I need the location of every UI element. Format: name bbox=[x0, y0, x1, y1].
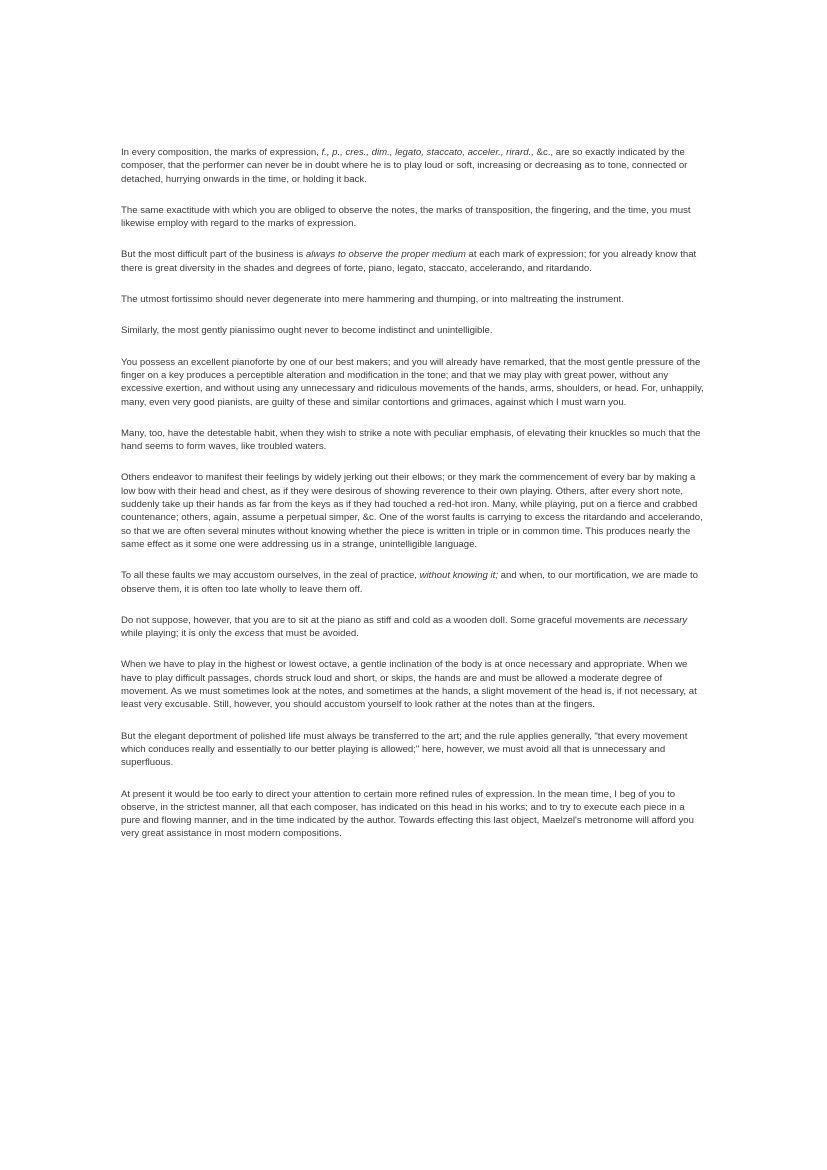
italic-text: always to observe the proper medium bbox=[305, 249, 466, 261]
text-run: When we have to play in the highest or lowest octave, a gentle inclination of the body is at once necessary and appropriate. When we have to play difficult passages, chords struck loud and short, or skips, the hands are and must be allowed a moderate degree of movement. As we must sometimes look at the notes, and sometimes at the hands, a slight movement of the head is, if not necessary, at least very excusable. Still, however, you should accustom yourself to look rather at the notes than at the fingers. bbox=[121, 659, 697, 711]
text-run: Many, too, have the detestable habit, when they wish to strike a note with peculiar emphasis, of elevating their knuckles so much that the hand seems to form waves, like troubled waters. bbox=[121, 427, 701, 453]
text-run: Similarly, the most gently pianissimo ought never to become indistinct and unintelligible. bbox=[121, 325, 493, 337]
text-run: But the most difficult part of the business is bbox=[121, 249, 306, 261]
body-paragraph bbox=[121, 730, 706, 770]
text-run: while playing; it is only the bbox=[121, 628, 235, 640]
text-run: To all these faults we may accustom ourselves, in the zeal of practice, bbox=[121, 570, 420, 582]
body-paragraph bbox=[121, 204, 706, 231]
text-run: But the elegant deportment of polished life must always be transferred to the art; and the rule applies generally, "that every movement which conduces really and essentially to our better playing is allowed;" here, however, we must avoid all that is unnecessary and superfluous. bbox=[121, 730, 688, 769]
text-run: Others endeavor to manifest their feelings by widely jerking out their elbows; or they mark the commencement of every bar by making a low bow with their head and chest, as if they were desirous of showing reverence to their own playing. Others, after every short note, suddenly take up their hands as far from the keys as if they had touched a red-hot iron. Many, while playing, put on a fierce and crabbed countenance; others, again, assume a perpetual simper, &c. One of the worst faults is carrying to excess the ritardando and accelerando, so that we are often several minutes without knowing whether the piece is written in triple or in common time. This produces nearly the same effect as it some one were addressing us in a strange, unintelligible language. bbox=[121, 472, 703, 550]
text-run: &c., are so exactly indicated by the composer, that the performer can never be in doubt where he is to play loud or soft, increasing or decreasing as to tone, connected or detached, hurrying onwards in the time, or holding it back. bbox=[121, 147, 688, 185]
body-paragraph bbox=[121, 569, 706, 596]
body-paragraph bbox=[121, 471, 706, 551]
body-paragraph bbox=[121, 788, 706, 841]
document-page bbox=[121, 146, 706, 859]
body-paragraph bbox=[121, 146, 706, 186]
body-paragraph bbox=[121, 427, 706, 454]
body-paragraph bbox=[121, 248, 706, 275]
italic-text: excess bbox=[234, 628, 265, 640]
text-run: Do not suppose, however, that you are to sit at the piano as stiff and cold as a wooden doll. Some graceful movements are bbox=[121, 614, 644, 626]
text-run: that must be avoided. bbox=[264, 628, 359, 640]
text-run: at each mark of expression; for you already know that there is great diversity in the shades and degrees of forte, piano, legato, staccato, accelerando, and ritardando. bbox=[121, 249, 697, 274]
text-run: The utmost fortissimo should never degenerate into mere hammering and thumping, or into maltreating the instrument. bbox=[121, 294, 624, 306]
text-run: In every composition, the marks of expression, bbox=[121, 147, 322, 158]
body-paragraph bbox=[121, 614, 706, 641]
text-run: At present it would be too early to direct your attention to certain more refined rules of expression. In the mean time, I beg of you to observe, in the strictest manner, all that each composer, has indicated on this head in his works; and to try to execute each piece in a pure and flowing manner, and in the time indicated by the author. Towards effecting this last object, Maelzel's metronome will afford you very great assistance in most modern compositions. bbox=[121, 788, 694, 840]
body-paragraph bbox=[121, 658, 706, 711]
italic-text: without knowing it; bbox=[419, 570, 499, 582]
body-paragraph bbox=[121, 356, 706, 409]
body-paragraph bbox=[121, 324, 706, 337]
text-run: You possess an excellent pianoforte by one of our best makers; and you will already have remarked, that the most gentle pressure of the finger on a key produces a perceptible alteration and modification in the tone; and that we may play with great power, without any excessive exertion, and without using any unnecessary and ridiculous movements of the hands, arms, shoulders, or head. For, unhappily, many, even very good pianists, are guilty of these and similar contortions and grimaces, against which I must warn you. bbox=[121, 356, 704, 408]
body-paragraph bbox=[121, 293, 706, 306]
text-run: and when, to our mortification, we are made to observe them, it is often too late wholly to leave them off. bbox=[121, 570, 698, 595]
text-run: The same exactitude with which you are obliged to observe the notes, the marks of transposition, the fingering, and the time, you must likewise employ with regard to the marks of expression. bbox=[121, 204, 691, 230]
italic-text: f., p., cres., dim., legato, staccato, acceler., rirard., bbox=[321, 147, 534, 158]
italic-text: necessary bbox=[643, 614, 688, 626]
